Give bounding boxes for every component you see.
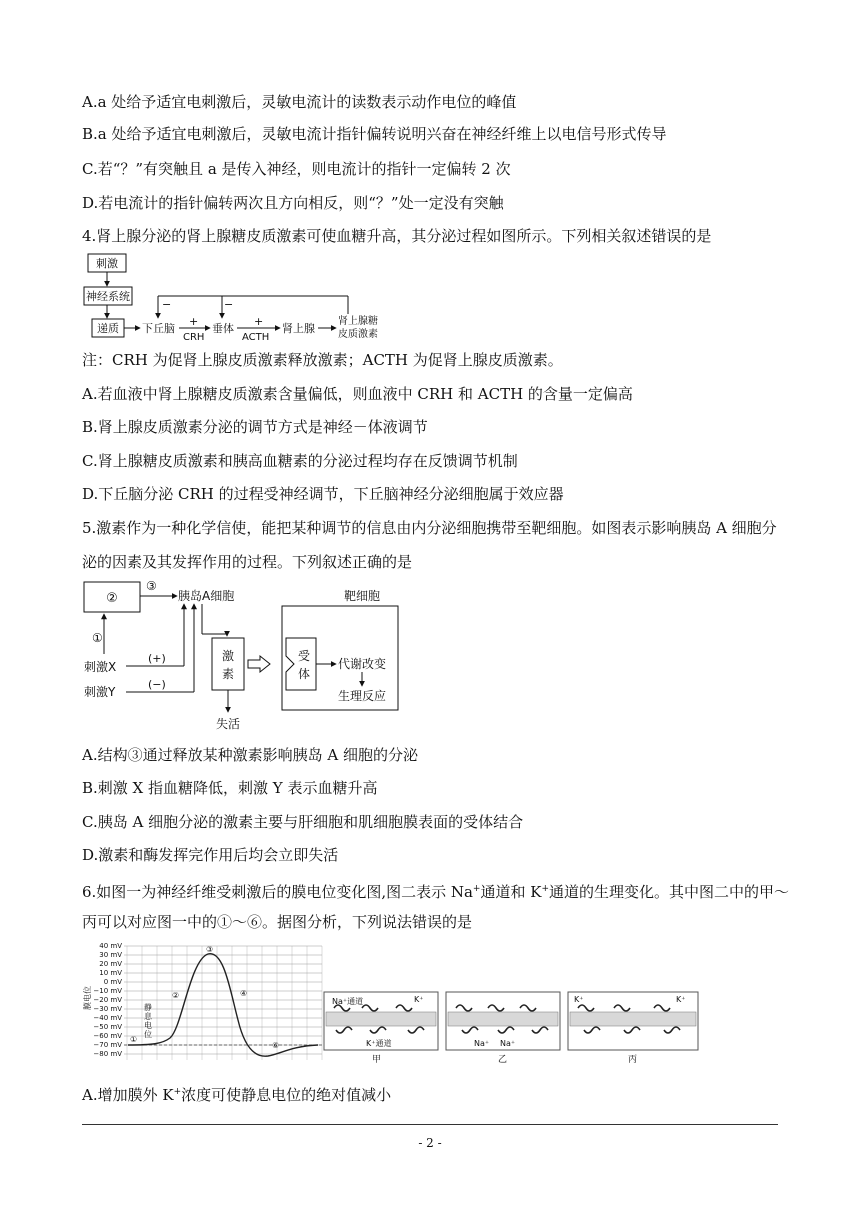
q6-membrane-potential-graph: [82, 940, 324, 1064]
inactivation-label: 失活: [216, 717, 241, 731]
panel-yi: [446, 992, 560, 1065]
bing-label: 丙: [628, 1055, 638, 1065]
resting-char-1: 静: [144, 1003, 152, 1012]
q6-sup-na: +: [472, 884, 481, 894]
ytick-30: 30 mV: [99, 951, 122, 959]
glucocorticoid-label-1: 肾上腺糖: [338, 316, 378, 327]
marker-4: ④: [240, 989, 248, 998]
ytick-m30: −30 mV: [93, 1005, 122, 1013]
resting-potential-label: [144, 1002, 153, 1039]
feedback-minus-2: −: [224, 298, 234, 311]
jia-k-channel: K⁺通道: [366, 1039, 392, 1048]
hormone-box: [212, 638, 244, 690]
resting-char-4: 位: [144, 1030, 152, 1039]
physiological-response-label: 生理反应: [338, 689, 387, 703]
resting-char-3: 电: [144, 1021, 152, 1030]
resting-char-2: 息: [144, 1012, 152, 1021]
q3-option-a: A.a 处给予适宜电刺激后，灵敏电流计的读数表示动作电位的峰值: [82, 93, 517, 111]
marker-1: ①: [130, 1035, 138, 1044]
glucocorticoid-label-2: 皮质激素: [338, 329, 378, 340]
ytick-10: 10 mV: [99, 969, 122, 977]
page-number: - 2 -: [418, 1136, 442, 1150]
q3-option-c: C.若“？”有突触且 a 是传入神经，则电流计的指针一定偏转 2 次: [82, 160, 511, 178]
pituitary-label: 垂体: [212, 322, 234, 335]
transmitter-label: 递质: [97, 322, 119, 335]
marker-3: ③: [206, 945, 214, 954]
q4-regulation-diagram: [82, 252, 382, 344]
q6-option-a-sup: +: [173, 1087, 182, 1097]
q3-option-b: B.a 处给予适宜电刺激后，灵敏电流计指针偏转说明兴奋在神经纤维上以电信号形式传导: [82, 125, 667, 143]
stimulus-x-effect: (+): [148, 652, 166, 665]
q6-ion-channel-panels: [322, 990, 700, 1068]
ytick-m60: −60 mV: [93, 1032, 122, 1040]
jia-k-label: K⁺: [414, 995, 424, 1004]
q5-option-c: C.胰岛 A 细胞分泌的激素主要与肝细胞和肌细胞膜表面的受体结合: [82, 813, 524, 831]
panel-bing: [568, 992, 698, 1065]
ytick-m40: −40 mV: [93, 1014, 122, 1022]
ytick-m20: −20 mV: [93, 996, 122, 1004]
panel-jia: [324, 992, 438, 1065]
q5-stem-line2: 泌的因素及其发挥作用的过程。下列叙述正确的是: [82, 553, 413, 571]
q6-sup-k: +: [541, 884, 549, 894]
q6-stem-part2: 通道和 K: [480, 883, 542, 901]
q6-option-a-part1: A.增加膜外 K: [82, 1086, 174, 1104]
jia-label: 甲: [372, 1055, 382, 1065]
nervous-system-label: 神经系统: [86, 290, 130, 303]
acth-plus: +: [254, 315, 264, 328]
ytick-0: 0 mV: [103, 978, 122, 986]
hormone-label-2: 素: [221, 667, 235, 681]
q4-option-d: D.下丘脑分泌 CRH 的过程受神经调节，下丘脑神经分泌细胞属于效应器: [82, 485, 564, 503]
marker-6: ⑥: [272, 1041, 280, 1050]
q5-option-b: B.刺激 X 指血糖降低，刺激 Y 表示血糖升高: [82, 779, 378, 797]
target-cell-label: 靶细胞: [344, 589, 381, 603]
q4-option-b: B.肾上腺皮质激素分泌的调节方式是神经－体液调节: [82, 418, 428, 436]
yi-label: 乙: [498, 1055, 508, 1065]
stimulus-label: 刺激: [96, 257, 118, 270]
bing-k-label-2: K⁺: [676, 995, 686, 1004]
q6-stem-line2: 丙可以对应图一中的①～⑥。据图分析，下列说法错误的是: [82, 913, 473, 931]
footer-divider: [82, 1124, 778, 1125]
q4-option-a: A.若血液中肾上腺糖皮质激素含量偏低，则血液中 CRH 和 ACTH 的含量一定偏高: [82, 385, 633, 403]
receptor-shape: [286, 638, 316, 690]
adrenal-label: 肾上腺: [282, 322, 315, 335]
stimulus-y-label: 刺激Y: [84, 685, 116, 699]
stimulus-y-effect: (−): [148, 678, 166, 691]
q3-option-d: D.若电流计的指针偏转两次且方向相反，则“？”处一定没有突触: [82, 194, 504, 212]
ytick-m10: −10 mV: [93, 987, 122, 995]
feedback-minus-1: −: [162, 298, 172, 311]
hormone-label-1: 激: [221, 649, 235, 663]
q4-stem: 4.肾上腺分泌的肾上腺糖皮质激素可使血糖升高，其分泌过程如图所示。下列相关叙述错误的是: [82, 227, 712, 245]
crh-plus: +: [189, 315, 199, 328]
marker-2: ②: [172, 991, 180, 1000]
jia-na-channel: Na⁺通道: [332, 997, 364, 1006]
q5-stem-line1: 5.激素作为一种化学信使，能把某种调节的信息由内分泌细胞携带至靶细胞。如图表示影响胰岛 A 细胞分: [82, 519, 777, 537]
receptor-label-2: 体: [297, 667, 311, 681]
arrow-1-label: ①: [92, 631, 103, 645]
yi-na-label-1: Na⁺: [474, 1039, 490, 1048]
q4-option-c: C.肾上腺糖皮质激素和胰高血糖素的分泌过程均存在反馈调节机制: [82, 452, 518, 470]
receptor-label-1: 受: [297, 649, 311, 663]
acth-label: ACTH: [242, 332, 270, 343]
q5-option-d: D.激素和酶发挥完作用后均会立即失活: [82, 846, 339, 864]
stimulus-x-label: 刺激X: [84, 660, 117, 674]
ytick-m70: −70 mV: [93, 1041, 122, 1049]
ytick-m80: −80 mV: [93, 1050, 122, 1058]
q6-option-a-part2: 浓度可使静息电位的绝对值减小: [181, 1086, 392, 1104]
q5-option-a: A.结构③通过释放某种激素影响胰岛 A 细胞的分泌: [82, 746, 418, 764]
ytick-20: 20 mV: [99, 960, 122, 968]
graph-y-label: 膜电位: [83, 986, 92, 1010]
q6-stem-part1: 6.如图一为神经纤维受刺激后的膜电位变化图,图二表示 Na: [82, 883, 473, 901]
crh-label: CRH: [183, 332, 205, 343]
q6-stem-line1: [82, 879, 789, 902]
hypothalamus-label: 下丘脑: [142, 322, 175, 335]
q6-stem-part3: 通道的生理变化。其中图二中的甲～: [549, 883, 790, 901]
arrow-3-label: ③: [146, 579, 157, 593]
ytick-m50: −50 mV: [93, 1023, 122, 1031]
metabolism-change-label: 代谢改变: [338, 657, 387, 671]
bing-k-label-1: K⁺: [574, 995, 584, 1004]
structure-2-label: ②: [106, 591, 118, 606]
islet-a-cell-label: 胰岛A细胞: [178, 589, 235, 603]
q6-option-a: [82, 1082, 391, 1105]
ytick-40: 40 mV: [99, 942, 122, 950]
q4-note: 注：CRH 为促肾上腺皮质激素释放激素；ACTH 为促肾上腺皮质激素。: [82, 351, 563, 369]
q5-hormone-diagram: [82, 576, 412, 736]
yi-na-label-2: Na⁺: [500, 1039, 516, 1048]
